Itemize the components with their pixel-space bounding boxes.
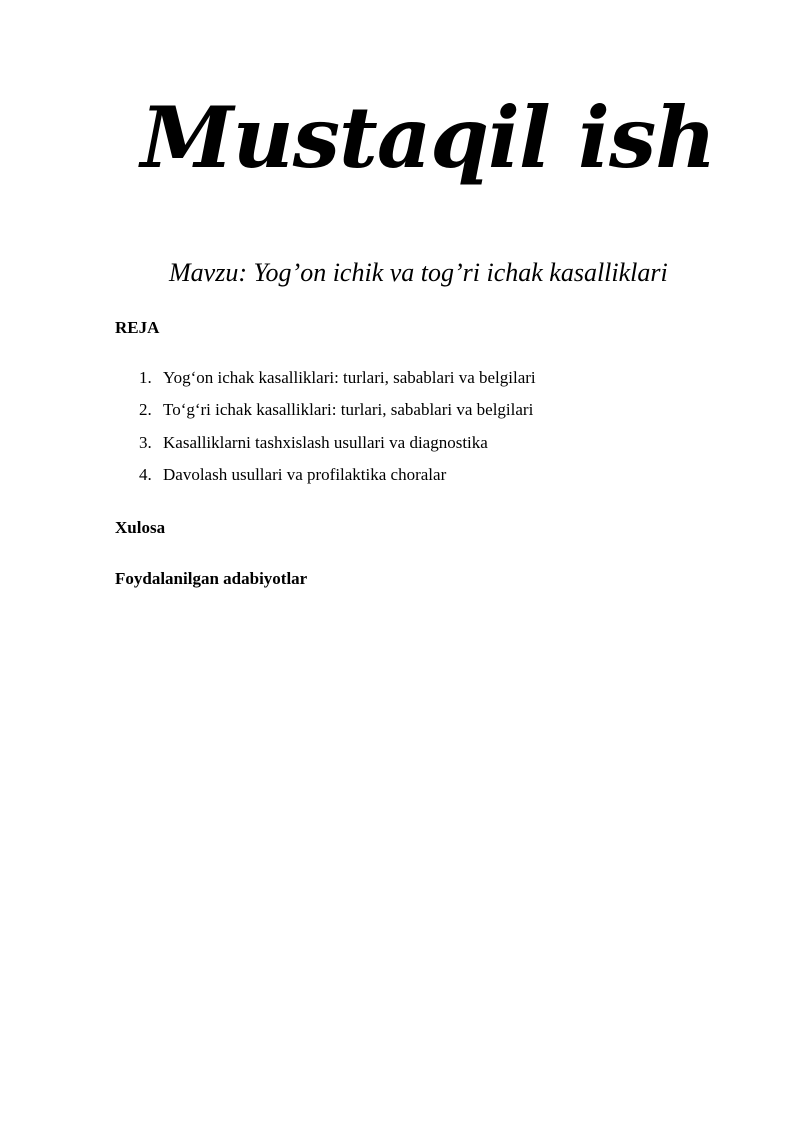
plan-item-number: 4. xyxy=(139,464,152,484)
document-subtitle: Mavzu: Yog’on ichik va tog’ri ichak kasalliklari xyxy=(169,258,668,287)
conclusion-heading: Xulosa xyxy=(115,518,166,537)
plan-item-number: 2. xyxy=(139,400,152,420)
plan-item-text: Kasalliklarni tashxislash usullari va diagnostika xyxy=(163,432,488,452)
plan-item-text: Yog‘on ichak kasalliklari: turlari, sabablari va belgilari xyxy=(163,368,536,387)
document-title: Mustaqil ish xyxy=(140,88,716,187)
plan-heading: REJA xyxy=(115,318,160,337)
plan-item-text: To‘g‘ri ichak kasalliklari: turlari, sabablari va belgilari xyxy=(163,400,534,420)
references-heading: Foydalanilgan adabiyotlar xyxy=(115,569,308,588)
plan-item-number: 1. xyxy=(139,368,152,387)
plan-item-number: 3. xyxy=(139,432,152,452)
plan-item-text: Davolash usullari va profilaktika choralar xyxy=(163,464,447,484)
